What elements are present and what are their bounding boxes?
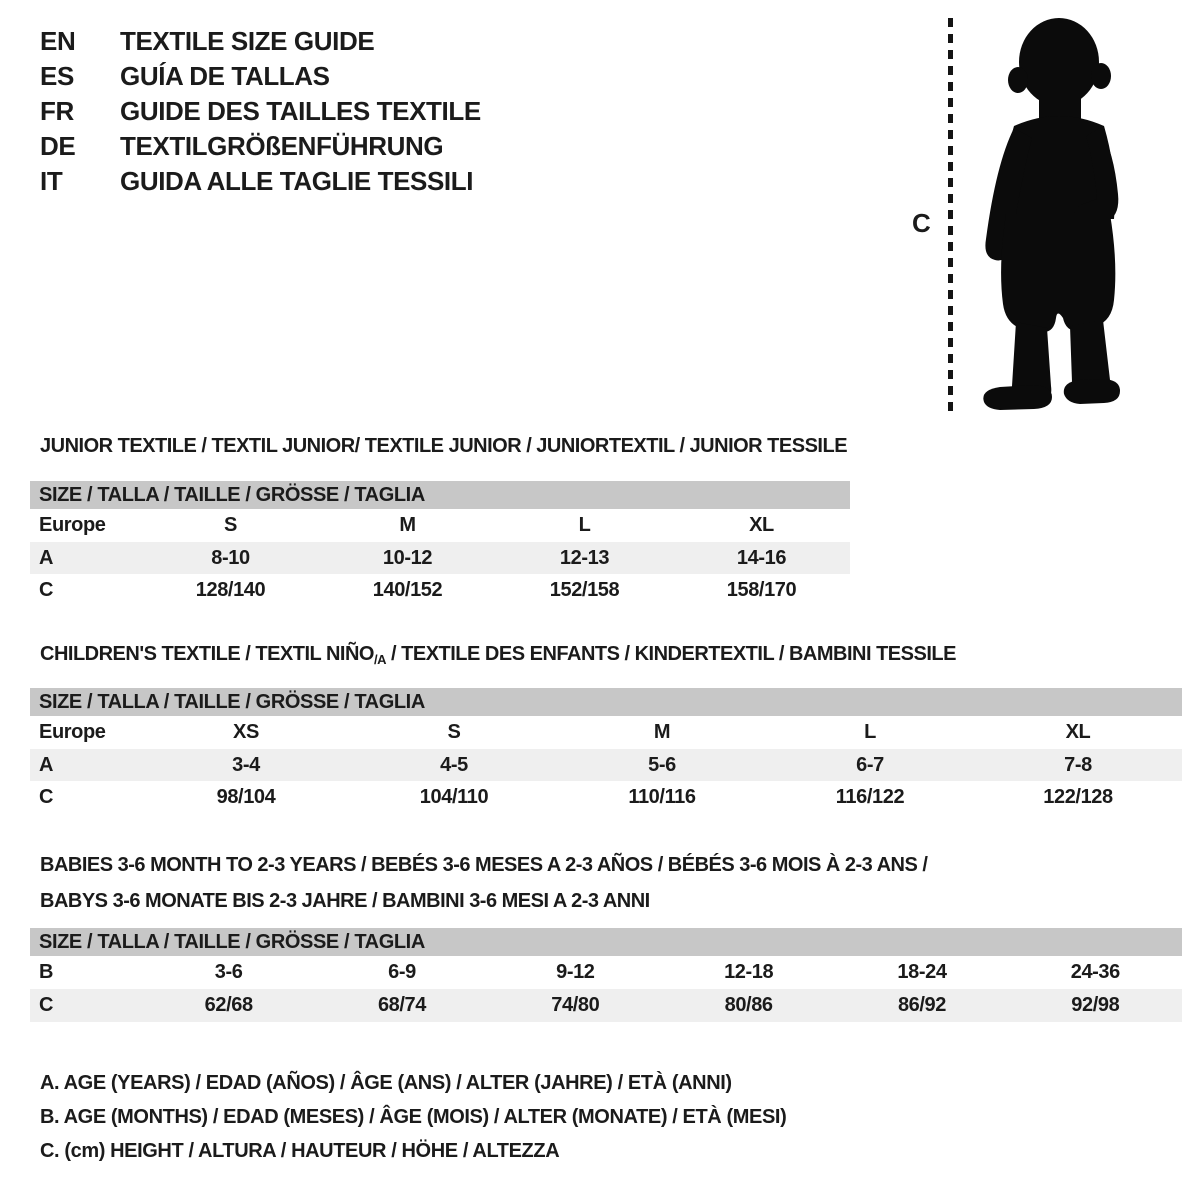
lang-code-it: IT: [40, 166, 63, 196]
babies-height-5: 86/92: [897, 994, 946, 1016]
junior-size-xl: XL: [749, 514, 774, 536]
babies-height-3: 74/80: [551, 994, 600, 1016]
children-table-header-bar: [30, 688, 1182, 716]
babies-size-header-label: SIZE / TALLA / TAILLE / GRÖSSE / TAGLIA: [39, 930, 425, 953]
lang-row-es: [40, 59, 481, 94]
junior-size-header-label: SIZE / TALLA / TAILLE / GRÖSSE / TAGLIA: [39, 483, 425, 506]
babies-section-title: [40, 847, 927, 919]
babies-months-label: B: [39, 961, 54, 983]
babies-height-4: 80/86: [724, 994, 773, 1016]
children-age-l: 6-7: [856, 753, 884, 776]
lang-title-fr: GUIDE DES TAILLES TEXTILE: [120, 96, 481, 126]
legend-line-c: C. (cm) HEIGHT / ALTURA / HAUTEUR / HÖHE / ALTEZZA: [40, 1140, 560, 1162]
children-height-s: 104/110: [419, 786, 489, 808]
legend-line-b: B. AGE (MONTHS) / EDAD (MESES) / ÂGE (MOIS) / ALTER (MONATE) / ETÀ (MESI): [40, 1106, 787, 1128]
language-title-list: [40, 24, 481, 199]
junior-age-l: 12-13: [559, 546, 610, 569]
children-size-xs: XS: [233, 721, 259, 743]
lang-row-en: [40, 24, 481, 59]
babies-title-line1: BABIES 3-6 MONTH TO 2-3 YEARS / BEBÉS 3-6 MESES A 2-3 AÑOS / BÉBÉS 3-6 MOIS À 2-3 ANS /: [40, 854, 928, 876]
measurement-legend: [40, 1066, 786, 1168]
children-size-l: L: [864, 721, 876, 743]
junior-row-height: [30, 574, 850, 607]
lang-code-de: DE: [40, 131, 76, 161]
children-section-title: [40, 643, 956, 666]
lang-code-es: ES: [40, 61, 74, 91]
babies-row-months: [30, 956, 1182, 989]
children-title-subscript: /A: [373, 652, 386, 667]
junior-size-table: [30, 481, 850, 607]
lang-title-it: GUIDA ALLE TAGLIE TESSILI: [120, 166, 474, 196]
children-row-age: [30, 749, 1182, 781]
children-age-s: 4-5: [440, 753, 468, 776]
junior-height-s: 128/140: [195, 579, 266, 601]
junior-age-s: 8-10: [211, 546, 250, 569]
children-title-part1: CHILDREN'S TEXTILE / TEXTIL NIÑO: [40, 643, 374, 665]
junior-size-l: L: [578, 514, 591, 536]
junior-row-europe: [30, 509, 850, 542]
babies-height-6: 92/98: [1071, 994, 1120, 1016]
children-size-table: [30, 688, 1182, 814]
babies-months-6: 24-36: [1070, 961, 1120, 983]
babies-height-1: 62/68: [204, 994, 253, 1016]
children-age-xl: 7-8: [1064, 753, 1092, 776]
babies-height-2: 68/74: [377, 994, 427, 1016]
children-size-header-label: SIZE / TALLA / TAILLE / GRÖSSE / TAGLIA: [39, 690, 425, 713]
lang-code-fr: FR: [40, 96, 74, 126]
children-height-xs: 98/104: [216, 786, 276, 808]
lang-code-en: EN: [40, 26, 76, 56]
children-age-m: 5-6: [648, 753, 676, 776]
babies-table-header-bar: [30, 928, 1182, 956]
children-size-m: M: [653, 721, 671, 743]
children-height-xl: 122/128: [1043, 786, 1113, 808]
babies-months-4: 12-18: [724, 961, 774, 983]
junior-age-label: A: [39, 546, 54, 569]
junior-table-header-bar: [30, 481, 850, 509]
junior-section-title: JUNIOR TEXTILE / TEXTIL JUNIOR/ TEXTILE JUNIOR / JUNIORTEXTIL / JUNIOR TESSILE: [40, 435, 848, 457]
lang-title-de: TEXTILGRÖßENFÜHRUNG: [120, 131, 444, 161]
junior-height-label: C: [39, 579, 54, 601]
babies-months-2: 6-9: [388, 961, 416, 983]
children-row-height: [30, 781, 1182, 814]
babies-months-3: 9-12: [556, 961, 595, 983]
height-measure-dashed-line: [948, 18, 953, 416]
junior-age-xl: 14-16: [736, 546, 787, 569]
children-height-m: 110/116: [628, 786, 696, 808]
babies-height-label: C: [39, 994, 54, 1016]
babies-months-1: 3-6: [214, 961, 243, 983]
babies-months-5: 18-24: [897, 961, 947, 983]
lang-title-es: GUÍA DE TALLAS: [120, 61, 330, 91]
children-age-xs: 3-4: [232, 753, 260, 776]
children-size-s: S: [447, 721, 461, 743]
height-measure-label: C: [912, 208, 931, 238]
babies-title-line2: BABYS 3-6 MONATE BIS 2-3 JAHRE / BAMBINI 3-6 MESI A 2-3 ANNI: [40, 890, 650, 912]
children-europe-label: Europe: [39, 721, 106, 743]
lang-title-en: TEXTILE SIZE GUIDE: [120, 26, 375, 56]
lang-row-de: [40, 129, 481, 164]
legend-line-a: A. AGE (YEARS) / EDAD (AÑOS) / ÂGE (ANS) / ALTER (JAHRE) / ETÀ (ANNI): [40, 1072, 732, 1094]
children-height-label: C: [39, 786, 54, 808]
toddler-silhouette-icon: [962, 14, 1142, 418]
babies-size-table: [30, 928, 1182, 1022]
junior-size-m: M: [399, 514, 416, 536]
junior-europe-label: Europe: [39, 514, 106, 536]
children-height-l: 116/122: [835, 786, 905, 808]
junior-height-l: 152/158: [549, 579, 620, 601]
lang-row-it: [40, 164, 481, 199]
babies-row-height: [30, 989, 1182, 1022]
junior-size-s: S: [224, 514, 237, 536]
junior-height-xl: 158/170: [726, 579, 797, 601]
junior-height-m: 140/152: [372, 579, 443, 601]
children-size-xl: XL: [1065, 721, 1091, 743]
junior-row-age: [30, 542, 850, 574]
junior-age-m: 10-12: [382, 546, 433, 569]
children-row-europe: [30, 716, 1182, 749]
children-title-part2: / TEXTILE DES ENFANTS / KINDERTEXTIL / BAMBINI TESSILE: [385, 643, 956, 665]
lang-row-fr: [40, 94, 481, 129]
children-age-label: A: [39, 753, 54, 776]
